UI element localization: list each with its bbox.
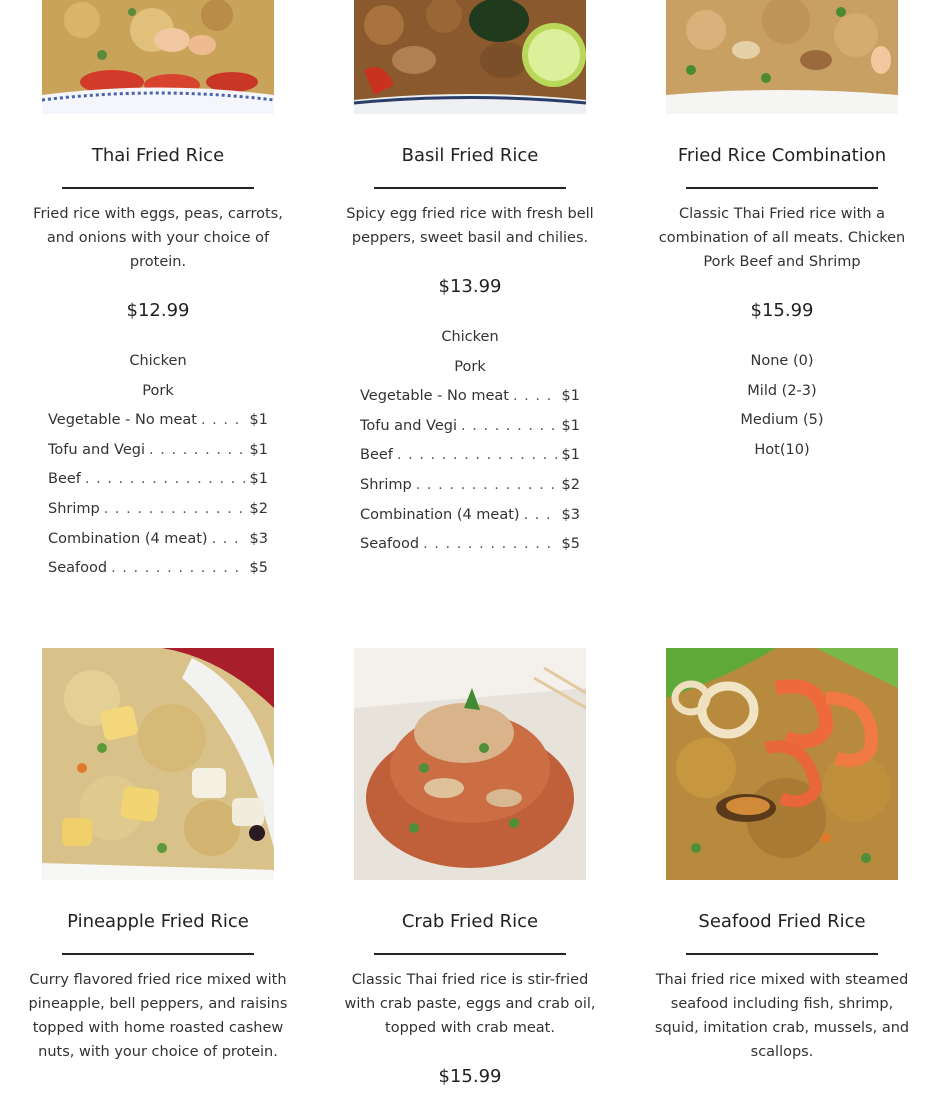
- title-divider: [62, 187, 254, 189]
- leader-dots: [423, 530, 557, 560]
- title-divider: [374, 953, 566, 955]
- title-divider: [62, 953, 254, 955]
- option-row: [360, 382, 580, 412]
- option-row: [48, 465, 268, 495]
- spice-level-list: [672, 347, 892, 465]
- fried-rice-combination-photo: [666, 0, 898, 114]
- option-pork: Pork: [142, 382, 174, 399]
- option-price: $1: [249, 441, 268, 458]
- leader-dots: [111, 554, 245, 584]
- item-title: Seafood Fried Rice: [698, 911, 866, 932]
- item-price: $15.99: [438, 1066, 502, 1087]
- option-name: Beef: [360, 447, 393, 464]
- pineapple-fried-rice-photo: [42, 648, 274, 880]
- option-name: Shrimp: [48, 500, 100, 517]
- option-price: $1: [561, 447, 580, 464]
- option-name: Vegetable - No meat: [48, 412, 197, 429]
- basil-fried-rice-photo: [354, 0, 586, 114]
- item-description: Classic Thai Fried rice with a combination of all meats. Chicken Pork Beef and Shrimp: [658, 206, 906, 270]
- leader-dots: [104, 495, 246, 525]
- leader-dots: [416, 471, 558, 501]
- option-row: [48, 525, 268, 555]
- seafood-fried-rice-photo: [666, 648, 898, 880]
- leader-dots: [397, 441, 558, 471]
- option-name: Vegetable - No meat: [360, 388, 509, 405]
- option-price: $1: [561, 417, 580, 434]
- title-divider: [686, 953, 878, 955]
- item-price: $13.99: [438, 276, 502, 297]
- leader-dots: [85, 465, 246, 495]
- option-price: $5: [561, 536, 580, 553]
- spice-hot: Hot(10): [754, 441, 810, 458]
- option-name: Combination (4 meat): [48, 530, 208, 547]
- thai-fried-rice-photo: [42, 0, 274, 114]
- option-row: [360, 441, 580, 471]
- leader-dots: [201, 406, 246, 436]
- option-row: [48, 495, 268, 525]
- option-name: Combination (4 meat): [360, 506, 520, 523]
- option-row: [360, 501, 580, 531]
- option-chicken: Chicken: [441, 329, 499, 345]
- spice-mild: Mild (2-3): [747, 382, 817, 399]
- item-price: $15.99: [750, 300, 814, 321]
- option-row: [48, 436, 268, 466]
- leader-dots: [461, 412, 558, 442]
- item-title: Thai Fried Rice: [91, 145, 225, 166]
- option-price: $3: [561, 506, 580, 523]
- option-name: Tofu and Vegi: [360, 417, 458, 434]
- option-price: $1: [561, 388, 580, 405]
- option-price: $5: [249, 560, 268, 577]
- option-list: [360, 323, 580, 560]
- option-list: [48, 347, 268, 584]
- crab-fried-rice-photo: [354, 648, 586, 880]
- option-row: [360, 530, 580, 560]
- option-price: $1: [249, 471, 268, 488]
- option-price: $2: [561, 476, 580, 493]
- option-name: Seafood: [360, 536, 420, 553]
- leader-dots: [149, 436, 246, 466]
- option-name: Tofu and Vegi: [48, 441, 146, 458]
- option-row: [48, 554, 268, 584]
- item-description: Curry flavored fried rice mixed with pineapple, bell peppers, and raisins topped with home roasted cashew nuts, with your choice of protein.: [28, 972, 288, 1060]
- option-pork: Pork: [454, 358, 486, 375]
- option-name: Seafood: [48, 560, 108, 577]
- spice-medium: Medium (5): [740, 412, 824, 429]
- title-divider: [374, 187, 566, 189]
- option-row: [360, 471, 580, 501]
- option-name: Beef: [48, 471, 81, 488]
- spice-none: None (0): [750, 353, 814, 369]
- item-title: Crab Fried Rice: [401, 911, 539, 932]
- option-row: [48, 406, 268, 436]
- option-name: Shrimp: [360, 476, 412, 493]
- item-title: Basil Fried Rice: [401, 145, 539, 166]
- item-price: $12.99: [126, 300, 190, 321]
- item-title: Pineapple Fried Rice: [67, 911, 249, 932]
- item-description: Thai fried rice mixed with steamed seafood including fish, shrimp, squid, imitation crab, mussels, and scallops.: [654, 972, 910, 1060]
- item-title: Fried Rice Combination: [677, 145, 887, 166]
- option-chicken: Chicken: [129, 353, 187, 369]
- leader-dots: [212, 525, 246, 555]
- item-description: Classic Thai fried rice is stir-fried with crab paste, eggs and crab oil, topped with crab meat.: [344, 972, 596, 1036]
- option-price: $1: [249, 412, 268, 429]
- item-description: Fried rice with eggs, peas, carrots, and onions with your choice of protein.: [33, 206, 283, 270]
- option-row: [360, 412, 580, 442]
- leader-dots: [524, 501, 558, 531]
- option-price: $2: [249, 500, 268, 517]
- title-divider: [686, 187, 878, 189]
- option-price: $3: [249, 530, 268, 547]
- item-description: Spicy egg fried rice with fresh bell peppers, sweet basil and chilies.: [346, 206, 594, 246]
- leader-dots: [513, 382, 558, 412]
